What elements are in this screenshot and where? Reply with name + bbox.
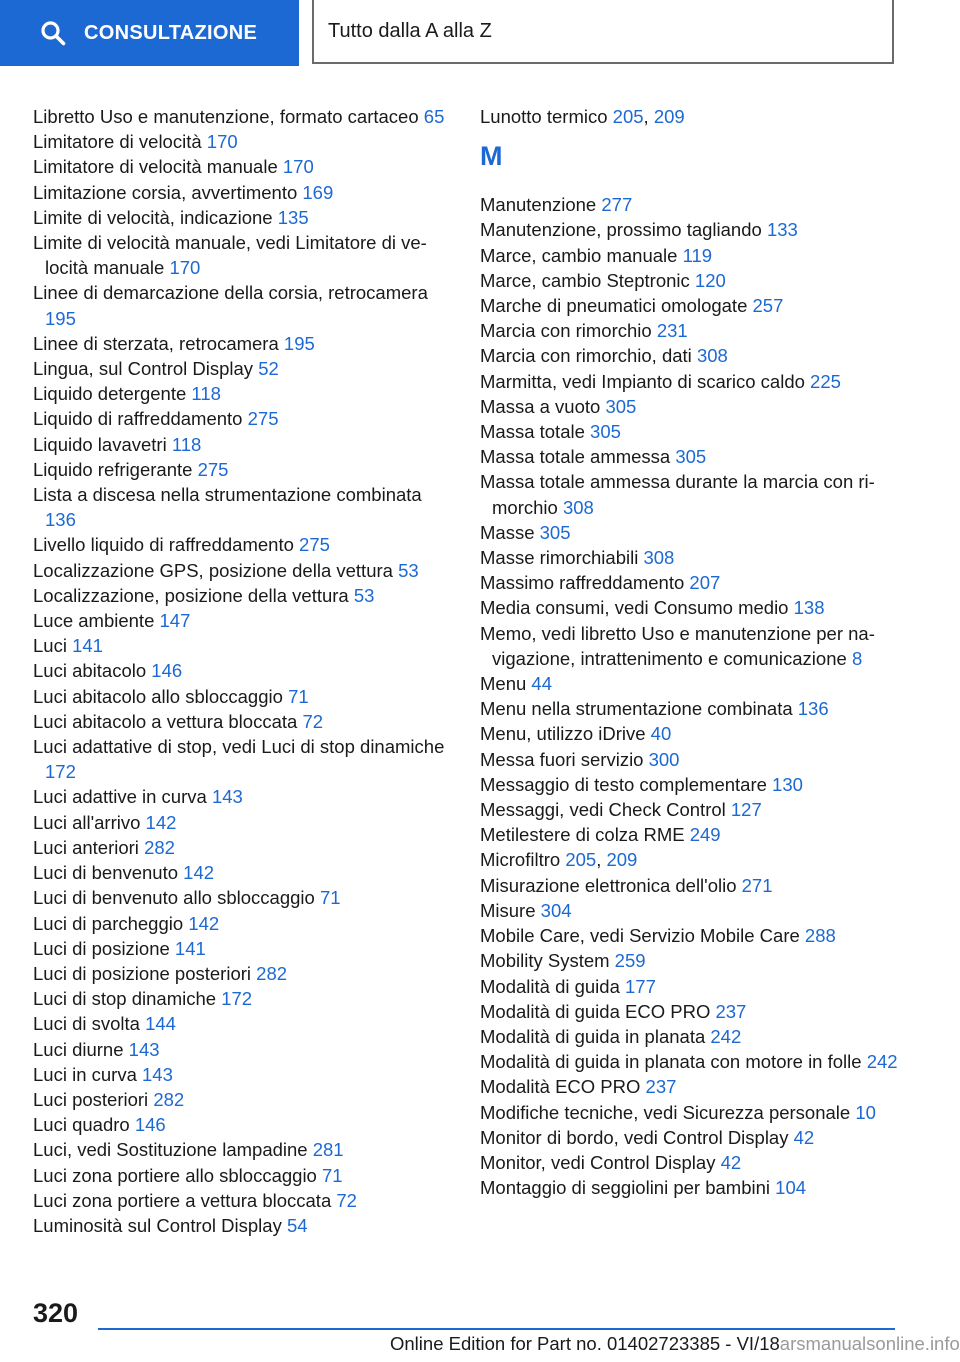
index-entry xyxy=(480,721,920,746)
index-entry: Microfiltro 205, 209 xyxy=(480,849,638,871)
index-column-left xyxy=(33,104,453,1238)
entry-text: Luci in curva xyxy=(33,1063,137,1085)
index-entry xyxy=(480,293,920,318)
page-link[interactable]: 143 xyxy=(142,1063,173,1085)
page-link[interactable]: 288 xyxy=(804,925,836,947)
index-entry xyxy=(33,583,453,608)
page-link[interactable]: 177 xyxy=(625,975,656,997)
index-entry xyxy=(480,747,920,772)
index-entry xyxy=(33,104,453,129)
section-label: CONSULTAZIONE xyxy=(84,21,258,44)
page-link[interactable]: 271 xyxy=(741,874,773,896)
page-link[interactable]: 142 xyxy=(188,912,220,934)
index-entry xyxy=(33,406,453,431)
page-link[interactable]: 207 xyxy=(689,572,721,594)
page-link[interactable]: 136 xyxy=(45,509,76,531)
entry-text: Localizzazione, posizione della vettura xyxy=(33,584,349,606)
page-link[interactable]: 135 xyxy=(277,206,309,228)
index-entry xyxy=(480,343,920,368)
index-entry xyxy=(33,658,453,683)
index-entry xyxy=(33,205,453,230)
page-link[interactable]: 170 xyxy=(206,131,238,153)
entry-text: Marcia con rimorchio xyxy=(480,320,652,342)
index-entry xyxy=(33,1087,453,1112)
entry-text: Menu nella strumentazione combinata xyxy=(480,698,793,720)
page-link[interactable]: 282 xyxy=(153,1088,185,1110)
entry-text: Luce ambiente xyxy=(33,610,155,632)
index-entry xyxy=(480,1175,920,1200)
index-entry xyxy=(33,885,453,910)
page-link[interactable]: 133 xyxy=(766,219,798,241)
index-entry xyxy=(33,230,453,280)
page-link[interactable]: 71 xyxy=(319,887,341,909)
index-entry xyxy=(480,1024,920,1049)
page-link[interactable]: 10 xyxy=(855,1101,876,1123)
index-entry xyxy=(33,633,453,658)
page-link[interactable]: 120 xyxy=(694,269,726,291)
entry-text: Limitatore di velocità xyxy=(33,131,202,153)
entry-text: Massa a vuoto xyxy=(480,395,601,417)
section-letter: M xyxy=(480,141,503,172)
page-link[interactable]: 146 xyxy=(151,660,183,682)
entry-text: Limite di velocità manuale, vedi Limitatore di velocità manuale xyxy=(33,232,427,279)
index-entry xyxy=(480,948,920,973)
page-link[interactable]: 170 xyxy=(169,257,201,279)
index-entry xyxy=(480,772,920,797)
entry-text: Modalità di guida ECO PRO xyxy=(480,1000,711,1022)
index-entry xyxy=(33,356,453,381)
entry-text: Marce, cambio Steptronic xyxy=(480,269,690,291)
page-link[interactable]: 65 xyxy=(423,106,445,127)
index-entry xyxy=(480,419,920,444)
entry-text: Linee di sterzata, retrocamera xyxy=(33,332,279,354)
index-entry xyxy=(480,671,920,696)
page-link[interactable]: 144 xyxy=(145,1013,176,1035)
search-icon xyxy=(40,20,66,46)
index-entry xyxy=(33,558,453,583)
entry-text: Liquido detergente xyxy=(33,383,187,405)
page-link[interactable]: 44 xyxy=(531,673,552,695)
entry-text: Luci posteriori xyxy=(33,1088,149,1110)
index-entry: Lunotto termico 205, 209 xyxy=(480,106,685,127)
page-link[interactable]: 304 xyxy=(540,899,572,921)
entry-text: Lunotto termico xyxy=(480,106,608,127)
entry-text: Luci abitacolo xyxy=(33,660,147,682)
page-link[interactable]: 136 xyxy=(797,698,829,720)
page-link[interactable]: 305 xyxy=(590,421,621,443)
page-link[interactable]: 300 xyxy=(648,748,680,770)
page-link[interactable]: 72 xyxy=(302,710,324,732)
page-link[interactable]: 72 xyxy=(336,1189,357,1211)
entry-text: Limite di velocità, indicazione xyxy=(33,206,273,228)
index-entry xyxy=(33,734,453,784)
index-entry xyxy=(33,810,453,835)
page-link[interactable]: 54 xyxy=(286,1214,308,1236)
page-link[interactable]: 169 xyxy=(302,181,334,203)
page-link[interactable]: 42 xyxy=(720,1151,742,1173)
index-entry xyxy=(480,974,920,999)
entry-text: Limitatore di velocità manuale xyxy=(33,156,278,178)
page-link[interactable]: 53 xyxy=(353,584,375,606)
index-entry xyxy=(480,318,920,343)
entry-text: Luci adattative di stop, vedi Luci di stop dinamiche xyxy=(33,736,445,758)
page-link[interactable]: 209 xyxy=(653,106,685,127)
page-link[interactable]: 275 xyxy=(247,408,279,430)
page-link[interactable]: 242 xyxy=(710,1025,742,1047)
index-entry xyxy=(480,520,920,545)
page-link[interactable]: 237 xyxy=(645,1076,677,1098)
page-link[interactable]: 195 xyxy=(45,307,76,329)
watermark-text: arsmanualsonline.info xyxy=(779,1333,960,1354)
edition-text: Online Edition for Part no. 01402723385 - VI/18 xyxy=(390,1333,780,1354)
page-number: 320 xyxy=(33,1298,79,1328)
page-link[interactable]: 71 xyxy=(288,685,309,707)
index-entry xyxy=(33,482,453,532)
entry-text: Monitor di bordo, vedi Control Display xyxy=(480,1126,789,1148)
entry-text: Luci diurne xyxy=(33,1038,124,1060)
page-link[interactable]: 205 xyxy=(565,849,597,871)
entry-text: Monitor, vedi Control Display xyxy=(480,1151,716,1173)
index-entry xyxy=(33,784,453,809)
index-entry xyxy=(33,986,453,1011)
index-entry xyxy=(480,595,920,620)
page-link[interactable]: 146 xyxy=(134,1114,166,1136)
entry-text: Luci di parcheggio xyxy=(33,912,184,934)
entry-text: Memo, vedi libretto Uso e manutenzione per navigazione, intrattenimento e comunicazione xyxy=(480,622,875,669)
entry-text: Misure xyxy=(480,899,536,921)
index-entry xyxy=(480,797,920,822)
page-link[interactable]: 130 xyxy=(772,773,803,795)
page-link[interactable]: 142 xyxy=(183,862,215,884)
page-link[interactable]: 257 xyxy=(752,295,784,317)
index-entry xyxy=(33,860,453,885)
chapter-title: Tutto dalla A alla Z xyxy=(312,0,894,64)
footer-edition xyxy=(390,1333,960,1355)
index-entry xyxy=(480,621,920,671)
entry-text: Luci abitacolo a vettura bloccata xyxy=(33,710,298,732)
index-entry xyxy=(33,180,453,205)
page-link[interactable]: 282 xyxy=(256,962,288,984)
entry-text: Luci adattive in curva xyxy=(33,786,207,808)
index-entry xyxy=(33,1137,453,1162)
page-link[interactable]: 71 xyxy=(321,1164,343,1186)
entry-text: Luci quadro xyxy=(33,1114,130,1136)
page-link[interactable]: 119 xyxy=(682,244,713,266)
consultazione-tab[interactable] xyxy=(0,0,299,66)
page-link[interactable]: 275 xyxy=(299,534,330,556)
page-link[interactable]: 52 xyxy=(258,358,279,380)
index-entry xyxy=(480,1074,920,1099)
page-link[interactable]: 277 xyxy=(601,194,633,216)
index-entry xyxy=(33,331,453,356)
index-entry xyxy=(33,154,453,179)
page-link[interactable]: 305 xyxy=(675,446,707,468)
entry-text: Metilestere di colza RME xyxy=(480,824,685,846)
entry-text: Massa totale ammessa xyxy=(480,446,671,468)
index-entry xyxy=(33,1163,453,1188)
page-link[interactable]: 282 xyxy=(144,836,175,858)
page-link[interactable]: 8 xyxy=(851,647,863,669)
index-entry xyxy=(480,1150,920,1175)
index-entry xyxy=(480,999,920,1024)
entry-text: Modalità di guida in planata con motore in folle xyxy=(480,1051,862,1073)
page-link[interactable]: 142 xyxy=(145,811,177,833)
entry-text: Mobility System xyxy=(480,950,610,972)
index-entry xyxy=(33,381,453,406)
entry-text: Liquido refrigerante xyxy=(33,458,193,480)
page-link[interactable]: 305 xyxy=(539,521,571,543)
entry-text: Masse rimorchiabili xyxy=(480,547,639,569)
entry-text: Luci zona portiere allo sbloccaggio xyxy=(33,1164,317,1186)
entry-text: Modalità ECO PRO xyxy=(480,1076,641,1098)
entry-text: Messaggi, vedi Check Control xyxy=(480,799,726,821)
entry-text: Linee di demarcazione della corsia, retrocamera xyxy=(33,282,428,304)
entry-text: Messaggio di testo complementare xyxy=(480,773,767,795)
index-entry xyxy=(480,1100,920,1125)
page-link[interactable]: 209 xyxy=(606,849,638,871)
entry-text: Liquido lavavetri xyxy=(33,433,167,455)
entry-text: Libretto Uso e manutenzione, formato cartaceo xyxy=(33,106,419,127)
index-entry xyxy=(480,822,920,847)
index-entry xyxy=(480,243,920,268)
page-link[interactable]: 237 xyxy=(715,1000,747,1022)
page-link[interactable]: 143 xyxy=(211,786,243,808)
page-link[interactable]: 141 xyxy=(72,635,103,657)
entry-text: Luci, vedi Sostituzione lampadine xyxy=(33,1139,308,1161)
entry-text: Lista a discesa nella strumentazione combinata xyxy=(33,484,422,506)
entry-text: Localizzazione GPS, posizione della vettura xyxy=(33,559,393,581)
entry-text: Luci zona portiere a vettura bloccata xyxy=(33,1189,332,1211)
entry-text: Modifiche tecniche, vedi Sicurezza personale xyxy=(480,1101,851,1123)
entry-text: Luci abitacolo allo sbloccaggio xyxy=(33,685,283,707)
index-entry xyxy=(33,709,453,734)
index-entry xyxy=(33,936,453,961)
index-entry xyxy=(33,961,453,986)
entry-text: Luci di stop dinamiche xyxy=(33,988,217,1010)
index-entry xyxy=(33,1112,453,1137)
entry-text: Marmitta, vedi Impianto di scarico caldo xyxy=(480,370,805,392)
entry-text: Luci di posizione posteriori xyxy=(33,962,252,984)
index-entry xyxy=(480,369,920,394)
index-entry xyxy=(33,684,453,709)
entry-text: Luci di benvenuto xyxy=(33,862,179,884)
page-link[interactable]: 172 xyxy=(45,761,76,783)
index-entry xyxy=(33,608,453,633)
page-link[interactable]: 281 xyxy=(312,1139,344,1161)
entry-text: Marche di pneumatici omologate xyxy=(480,295,748,317)
entry-text: Livello liquido di raffreddamento xyxy=(33,534,294,556)
index-entry xyxy=(480,394,920,419)
entry-text: Messa fuori servizio xyxy=(480,748,644,770)
page-link[interactable]: 205 xyxy=(612,106,644,127)
entry-text: Marce, cambio manuale xyxy=(480,244,678,266)
index-entry xyxy=(480,545,920,570)
index-entry xyxy=(480,469,920,519)
entry-text: Luci xyxy=(33,635,67,657)
index-entry xyxy=(33,532,453,557)
page-link[interactable]: 305 xyxy=(605,395,637,417)
page-link[interactable]: 118 xyxy=(191,383,221,405)
page-link[interactable]: 259 xyxy=(614,950,646,972)
entry-text: Massa totale ammessa durante la marcia con rimorchio xyxy=(480,471,875,518)
entry-text: Mobile Care, vedi Servizio Mobile Care xyxy=(480,925,800,947)
page-link[interactable]: 127 xyxy=(730,799,762,821)
entry-text: Montaggio di seggiolini per bambini xyxy=(480,1177,771,1199)
index-entry xyxy=(480,217,920,242)
page-link[interactable]: 147 xyxy=(159,610,191,632)
page-link[interactable]: 141 xyxy=(174,937,206,959)
entry-text: Luminosità sul Control Display xyxy=(33,1214,282,1236)
index-entry xyxy=(33,1213,453,1238)
entry-text: Luci di svolta xyxy=(33,1013,140,1035)
index-entry xyxy=(480,1125,920,1150)
page-link[interactable]: 249 xyxy=(689,824,721,846)
entry-text: Lingua, sul Control Display xyxy=(33,358,254,380)
entry-text: Manutenzione xyxy=(480,194,597,216)
entry-text: Masse xyxy=(480,521,535,543)
entry-text: Media consumi, vedi Consumo medio xyxy=(480,597,789,619)
index-entry xyxy=(33,1011,453,1036)
page-link[interactable]: 242 xyxy=(866,1051,898,1073)
page-link[interactable]: 308 xyxy=(643,547,675,569)
entry-text: Misurazione elettronica dell'olio xyxy=(480,874,737,896)
entry-text: Modalità di guida xyxy=(480,975,620,997)
page-link[interactable]: 53 xyxy=(398,559,419,581)
entry-text: Microfiltro xyxy=(480,849,561,871)
page-link[interactable]: 308 xyxy=(562,496,594,518)
index-entry xyxy=(480,696,920,721)
page-link[interactable]: 170 xyxy=(282,156,314,178)
entry-text: Massimo raffreddamento xyxy=(480,572,685,594)
index-entry xyxy=(480,570,920,595)
page-link[interactable]: 40 xyxy=(650,723,672,745)
entry-text: Luci anteriori xyxy=(33,836,139,858)
entry-text: Liquido di raffreddamento xyxy=(33,408,243,430)
index-entry xyxy=(33,1062,453,1087)
index-entry xyxy=(33,1037,453,1062)
index-entry xyxy=(33,280,453,330)
page-link[interactable]: 308 xyxy=(696,345,728,367)
page-link[interactable]: 195 xyxy=(283,332,315,354)
index-entry xyxy=(33,129,453,154)
index-entry xyxy=(480,873,920,898)
index-entry xyxy=(33,1188,453,1213)
index-entry xyxy=(33,432,453,457)
index-entry xyxy=(480,444,920,469)
page-link[interactable]: 143 xyxy=(128,1038,160,1060)
index-entry xyxy=(480,1049,920,1074)
index-column-right xyxy=(480,104,920,1200)
page-link[interactable]: 104 xyxy=(775,1177,807,1199)
page-link[interactable]: 225 xyxy=(810,370,841,392)
page-link[interactable]: 275 xyxy=(197,458,229,480)
index-entry xyxy=(33,457,453,482)
entry-text: Modalità di guida in planata xyxy=(480,1025,706,1047)
index-entry xyxy=(480,268,920,293)
entry-text: Marcia con rimorchio, dati xyxy=(480,345,692,367)
index-entry xyxy=(33,911,453,936)
index-entry xyxy=(480,923,920,948)
entry-text: Manutenzione, prossimo tagliando xyxy=(480,219,762,241)
footer-rule xyxy=(98,1328,895,1330)
entry-text: Luci di posizione xyxy=(33,937,170,959)
entry-text: Menu, utilizzo iDrive xyxy=(480,723,646,745)
index-entry xyxy=(480,192,920,217)
index-entry xyxy=(480,898,920,923)
page-link[interactable]: 42 xyxy=(793,1126,815,1148)
page-link[interactable]: 118 xyxy=(171,433,202,455)
header xyxy=(0,0,960,66)
entry-text: Menu xyxy=(480,673,527,695)
entry-text: Luci all'arrivo xyxy=(33,811,141,833)
page-link[interactable]: 172 xyxy=(221,988,253,1010)
page-link[interactable]: 231 xyxy=(656,320,688,342)
entry-text: Luci di benvenuto allo sbloccaggio xyxy=(33,887,315,909)
page-link[interactable]: 138 xyxy=(793,597,825,619)
index-entry xyxy=(33,835,453,860)
entry-text: Massa totale xyxy=(480,421,585,443)
entry-text: Limitazione corsia, avvertimento xyxy=(33,181,298,203)
